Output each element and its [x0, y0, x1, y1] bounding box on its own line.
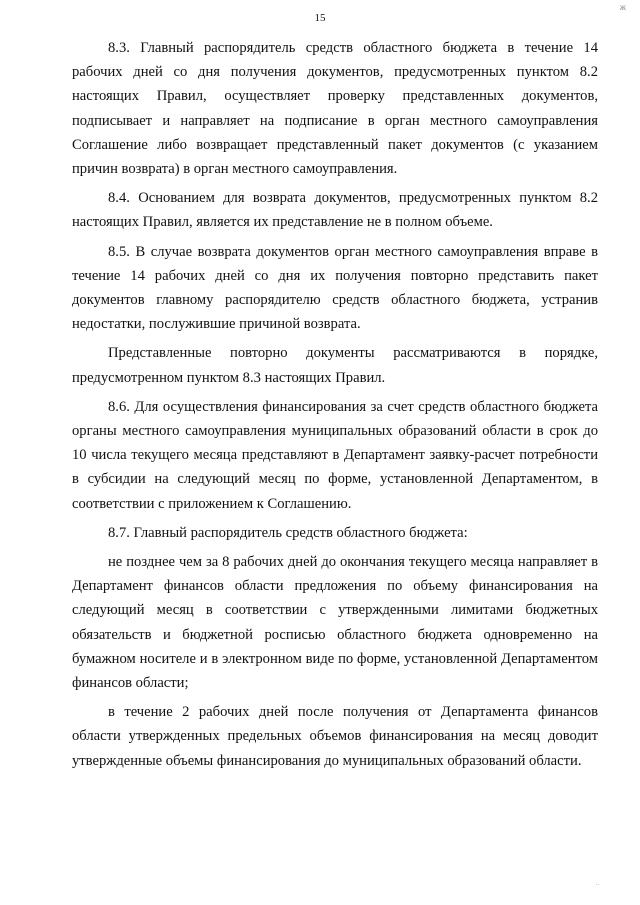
- paragraph-8-4: 8.4. Основанием для возврата документов, предусмотренных пунктом 8.2 настоящих Правил, является их представление не в полном объеме.: [72, 190, 598, 231]
- paragraph-8-5: 8.5. В случае возврата документов орган местного самоуправления вправе в течение 14 рабочих дней со дня их получения повторно представить пакет документов главному распорядителю средств областного бюджета, устранив недостатки, послужившие причиной возврата.: [72, 243, 598, 333]
- paragraph-8-7: 8.7. Главный распорядитель средств областного бюджета:: [108, 524, 468, 541]
- corner-mark-bottom: ··: [595, 881, 600, 889]
- paragraph-8-7-item-2: в течение 2 рабочих дней после получения от Департамента финансов области утвержденных предельных объемов финансирования на месяц доводит утвержденные объемы финансирования до муниципальных образований области.: [72, 704, 598, 769]
- paragraph-8-3: 8.3. Главный распорядитель средств областного бюджета в течение 14 рабочих дней со дня получения документов, предусмотренных пунктом 8.2 настоящих Правил, осуществляет проверку представленных документов, подписывает и направляет на подписание в орган местного самоуправления Соглашение либо возвращает представленный пакет документов (с указанием причин возврата) в орган местного самоуправления.: [72, 40, 598, 178]
- paragraph-8-7-item-1: не позднее чем за 8 рабочих дней до окончания текущего месяца направляет в Департамент финансов области предложения по объему финансирования на следующий месяц в соответствии с утвержденными лимитами бюджетных обязательств и бюджетной росписью областного бюджета одновременно на бумажном носителе и в электронном виде по форме, установленной Департаментом финансов области;: [72, 554, 598, 692]
- paragraph-8-6: 8.6. Для осуществления финансирования за счет средств областного бюджета органы местного самоуправления муниципальных образований области в срок до 10 числа текущего месяца представляют в Департамент заявку-расчет потребности в субсидии на следующий месяц по форме, установленной Департаментом, в соответствии с приложением к Соглашению.: [72, 398, 598, 512]
- page-number: 15: [314, 12, 326, 24]
- corner-mark: ж: [619, 2, 626, 12]
- paragraph-resubmission: Представленные повторно документы рассматриваются в порядке, предусмотренном пунктом 8.3 настоящих Правил.: [72, 345, 598, 386]
- document-body: [72, 36, 598, 778]
